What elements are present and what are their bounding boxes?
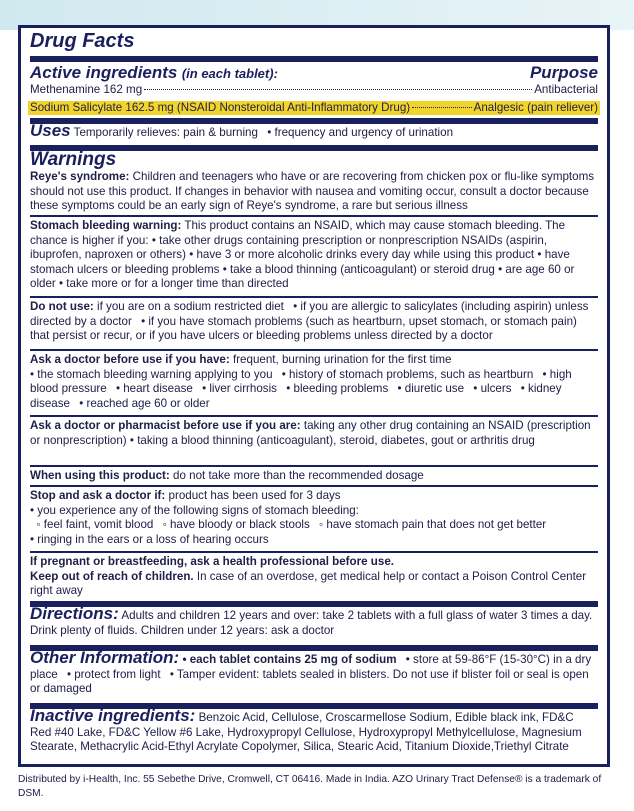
divider <box>30 349 598 351</box>
stomach-bullet: • take other drugs containing prescription or nonprescription NSAIDs (aspirin, ibuprofen, naproxen or others) <box>30 234 547 262</box>
page-title: Drug Facts <box>30 30 135 52</box>
ingredient-name: Sodium Salicylate 162.5 mg (NSAID Nonsteroidal Anti-Inflammatory Drug) <box>30 100 411 114</box>
stomach-bullet: • have stomach ulcers or bleeding problems <box>30 248 570 276</box>
active-ingredients-section <box>30 63 598 115</box>
leader-dots <box>412 107 471 108</box>
ask-bullet: • history of stomach problems, such as heartburn <box>282 368 534 381</box>
keep-label: Keep out of reach of children. <box>30 569 194 583</box>
title-section <box>30 30 598 53</box>
ask-bullet: • high blood pressure <box>30 368 572 396</box>
do-not-use <box>30 300 598 344</box>
stomach-label: Stomach bleeding warning: <box>30 219 182 232</box>
askpharm-bullet: • taking a blood thinning (anticoagulant), steroid, diabetes, gout or arthritis drug <box>130 434 535 447</box>
stop-text: product has been used for 3 days <box>168 489 341 502</box>
askpharm-text: taking any other drug containing an NSAID (prescription or nonprescription) <box>30 419 591 447</box>
uses-heading: Uses <box>30 121 71 140</box>
stop-subbullet: ◦ have bloody or black stools <box>163 518 310 531</box>
drug-facts-panel <box>18 25 610 767</box>
stomach-bullet: • are age 60 or older <box>30 263 574 291</box>
ask-bullet: • heart disease <box>116 382 193 395</box>
directions-section <box>30 604 598 638</box>
askpharm-label: Ask a doctor or pharmacist before use if you are: <box>30 419 301 432</box>
when-label: When using this product: <box>30 469 170 482</box>
leader-dots <box>144 89 532 90</box>
donot-bullet: if you are on a sodium restricted diet <box>97 300 284 313</box>
ask-doctor <box>30 353 598 411</box>
divider <box>30 215 598 217</box>
when-using <box>30 469 598 484</box>
inactive-section <box>30 706 598 755</box>
stop-label: Stop and ask a doctor if: <box>30 489 166 502</box>
other-heading: Other Information: <box>30 648 180 667</box>
pregnancy-text: If pregnant or breastfeeding, ask a health professional before use. <box>30 555 395 568</box>
footer-text: Distributed by i-Health, Inc. 55 Sebethe Drive, Cromwell, CT 06416. Made in India. AZO Urinary Tract Defense® is a trademark of DSM. <box>18 774 602 799</box>
stomach-bullet: • have 3 or more alcoholic drinks every day while using this product <box>189 248 534 261</box>
keep-text: In case of an overdose, get medical help or contact a Poison Control Center right away <box>30 569 587 598</box>
uses-section <box>30 121 598 141</box>
uses-bullet: • frequency and urgency of urination <box>267 126 453 139</box>
ask-bullet: • diuretic use <box>397 382 464 395</box>
stop-subbullet: ◦ have stomach pain that does not get better <box>319 518 546 531</box>
ask-pharmacist <box>30 419 598 448</box>
ask-bullet: • reached age 60 or older <box>79 397 209 410</box>
ask-label: Ask a doctor before use if you have: <box>30 353 230 366</box>
reye-text: Children and teenagers who have or are recovering from chicken pox or flu-like symptoms should not use this product. If changes in behavior with nausea and vomiting occur, consult a doctor because these symptoms could be an early sign of Reye's syndrome, a rare but serious illness <box>30 170 595 213</box>
active-heading-sub: (in each tablet): <box>181 66 278 81</box>
warnings-heading: Warnings <box>30 149 117 170</box>
stomach-bullet: • take more or for a longer time than directed <box>59 277 289 290</box>
other-bullet: • Tamper evident: tablets sealed in blisters. Do not use if blister foil or seal is open or damaged <box>30 668 589 696</box>
ask-bullet: • ulcers <box>473 382 511 395</box>
pregnancy-keep-out <box>30 555 598 599</box>
stomach-warning <box>30 219 598 292</box>
ask-text: frequent, burning urination for the first time <box>232 353 452 366</box>
ask-bullet: • liver cirrhosis <box>202 382 277 395</box>
donot-bullet: • if you have stomach problems (such as heartburn, upset stomach, or stomach pain) that persist or recur, or if you have ulcers or bleeding problems unless directed by a doctor <box>30 315 577 343</box>
other-bullet: • each tablet contains 25 mg of sodium <box>182 653 396 666</box>
warnings-section <box>30 150 598 214</box>
inactive-heading: Inactive ingredients: <box>30 706 196 725</box>
ingredient-purpose: Antibacterial <box>534 83 598 96</box>
purpose-heading: Purpose <box>529 63 598 82</box>
directions-text: Adults and children 12 years and over: take 2 tablets with a full glass of water 3 times a day. Drink plenty of fluids. Children under 12 years: ask a doctor <box>30 609 593 637</box>
divider <box>30 485 598 487</box>
stop-ask <box>30 489 598 547</box>
ask-bullet: • bleeding problems <box>286 382 388 395</box>
divider <box>30 296 598 298</box>
inactive-text: Benzoic Acid, Cellulose, Croscarmellose Sodium, Edible black ink, FD&C Red #40 Lake, FD&C Yellow #6 Lake, Hydroxypropyl Cellulose, Hydroxypropyl Methylcellulose, Magnesium Stearate, Methacrylic Acid-Ethyl Acrylate Copolymer, Silica, Stearic Acid, Titanium Dioxide,Triethyl Citrate <box>30 711 582 754</box>
ask-bullet: • kidney disease <box>30 382 562 410</box>
ingredient-row <box>30 83 598 98</box>
ingredient-row-highlighted <box>28 101 600 116</box>
stop-subbullet: ◦ feel faint, vomit blood <box>36 518 153 531</box>
divider <box>30 551 598 553</box>
ingredient-purpose: Analgesic (pain reliever) <box>473 100 598 114</box>
ask-bullet: • the stomach bleeding warning applying to you <box>30 368 273 381</box>
stomach-bullet: • take a blood thinning (anticoagulant) or steroid drug <box>223 263 495 276</box>
active-heading: Active ingredients <box>30 63 178 82</box>
divider <box>30 56 598 62</box>
ingredient-name: Methenamine 162 mg <box>30 83 143 96</box>
divider <box>30 415 598 417</box>
donot-bullet: • if you are allergic to salicylates (including aspirin) unless directed by a doctor <box>30 300 588 328</box>
stop-bullet: • ringing in the ears or a loss of hearing occurs <box>30 533 269 546</box>
divider <box>30 465 598 467</box>
other-info-section <box>30 648 598 697</box>
when-text: do not take more than the recommended dosage <box>173 469 424 482</box>
donot-label: Do not use: <box>30 300 94 313</box>
stomach-text: This product contains an NSAID, which may cause stomach bleeding. The chance is higher if you: <box>30 219 566 247</box>
stop-bullet: • you experience any of the following signs of stomach bleeding: <box>30 504 359 517</box>
reye-label: Reye's syndrome: <box>30 170 130 183</box>
other-bullet: • protect from light <box>67 668 161 681</box>
uses-text: Temporarily relieves: pain & burning <box>73 126 258 139</box>
other-bullet: • store at 59-86°F (15-30°C) in a dry place <box>30 653 591 681</box>
directions-heading: Directions: <box>30 604 119 623</box>
